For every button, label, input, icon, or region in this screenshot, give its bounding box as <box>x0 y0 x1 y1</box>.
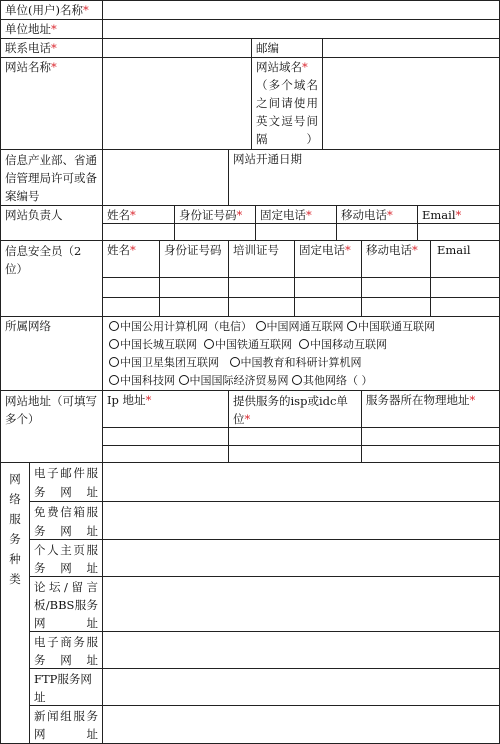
network-option-netcom[interactable]: 中国网通互联网 <box>256 320 344 333</box>
service-newsgroup-field[interactable] <box>102 705 500 744</box>
radio-icon <box>109 357 119 367</box>
required-marker: * <box>469 393 476 407</box>
network-option-mobile[interactable]: 中国移动互联网 <box>299 338 387 351</box>
mgr-mobile-input[interactable] <box>336 223 418 241</box>
network-option-telecom[interactable]: 中国公用计算机网（电信） <box>109 320 252 333</box>
mgr-id-header: 身份证号码* <box>174 205 256 224</box>
radio-icon <box>299 339 309 349</box>
sec2-id-input[interactable] <box>159 297 229 317</box>
radio-icon <box>179 375 189 385</box>
mgr-fixed-header: 固定电话* <box>255 205 337 224</box>
radio-icon <box>230 357 240 367</box>
required-marker: * <box>130 208 136 222</box>
service-types-label: 网络服务种类 <box>0 462 30 744</box>
isp-unit-input-2[interactable] <box>228 445 362 463</box>
service-bbs-field[interactable] <box>102 576 500 632</box>
network-option-greatwall[interactable]: 中国长城互联网 <box>109 338 197 351</box>
service-ecommerce-field[interactable] <box>102 631 500 669</box>
service-newsgroup-label: 新闻组服务网址 <box>29 705 103 744</box>
ip-address-input-1[interactable] <box>102 427 229 446</box>
unit-address-field[interactable] <box>102 19 500 39</box>
unit-address-label: 单位地址* <box>0 19 103 39</box>
service-bbs-label: 论坛/留言板/BBS服务网址 <box>29 576 103 632</box>
required-marker: * <box>236 208 243 222</box>
site-name-field[interactable] <box>102 57 252 150</box>
server-location-header: 服务器所在物理地址* <box>361 390 500 428</box>
network-option-ciet[interactable]: 中国国际经济贸易网 <box>179 374 289 387</box>
sec-training-header: 培训证号 <box>228 240 295 278</box>
contact-phone-field[interactable] <box>102 38 252 58</box>
open-date-field[interactable] <box>228 149 500 206</box>
sec1-name-input[interactable] <box>102 277 160 298</box>
unit-name-field[interactable] <box>102 0 500 20</box>
sec2-name-input[interactable] <box>102 297 160 317</box>
sec-fixed-header: 固定电话* <box>294 240 362 278</box>
radio-icon <box>109 375 119 385</box>
required-marker: * <box>130 243 136 257</box>
service-email-label: 电子邮件服务网址 <box>29 462 103 502</box>
sec2-mobile-input[interactable] <box>361 297 431 317</box>
sec1-mobile-input[interactable] <box>361 277 431 298</box>
network-option-cstnet[interactable]: 中国科技网 <box>109 374 175 387</box>
service-ecommerce-label: 电子商务服务网址 <box>29 631 103 669</box>
sec2-email-input[interactable] <box>430 297 500 317</box>
unit-name-label: 单位(用户)名称* <box>0 0 103 20</box>
server-location-input-1[interactable] <box>361 427 500 446</box>
service-email-field[interactable] <box>102 462 500 502</box>
network-option-other[interactable]: 其他网络（ ） <box>292 374 373 387</box>
service-freemail-field[interactable] <box>102 501 500 540</box>
required-marker: * <box>82 3 89 17</box>
site-manager-label: 网站负责人 <box>0 205 103 241</box>
required-marker: * <box>145 393 152 407</box>
license-field[interactable] <box>102 149 229 206</box>
postcode-field[interactable] <box>322 38 500 58</box>
sec2-training-input[interactable] <box>228 297 295 317</box>
sec-mobile-header: 移动电话* <box>361 240 431 278</box>
required-marker: * <box>306 208 312 222</box>
sec1-training-input[interactable] <box>228 277 295 298</box>
sec-email-header: Email <box>430 240 500 278</box>
network-option-satellite[interactable]: 中国卫星集团互联网 <box>109 356 219 369</box>
required-marker: * <box>345 243 351 257</box>
mgr-fixed-input[interactable] <box>255 223 337 241</box>
required-marker: * <box>412 243 418 257</box>
required-marker: * <box>387 208 393 222</box>
service-ftp-label: FTP服务网址 <box>29 668 103 706</box>
required-marker: * <box>244 412 251 426</box>
radio-icon <box>109 339 119 349</box>
sec1-email-input[interactable] <box>430 277 500 298</box>
service-homepage-label: 个人主页服务网址 <box>29 539 103 577</box>
required-marker: * <box>302 60 308 74</box>
sec1-id-input[interactable] <box>159 277 229 298</box>
server-location-input-2[interactable] <box>361 445 500 463</box>
mgr-name-header: 姓名* <box>102 205 175 224</box>
service-freemail-label: 免费信箱服务网址 <box>29 501 103 540</box>
network-options <box>102 316 500 391</box>
sec2-fixed-input[interactable] <box>294 297 362 317</box>
mgr-email-header: Email* <box>417 205 500 224</box>
ip-address-input-2[interactable] <box>102 445 229 463</box>
sec1-fixed-input[interactable] <box>294 277 362 298</box>
mgr-mobile-header: 移动电话* <box>336 205 418 224</box>
radio-icon <box>347 321 357 331</box>
security-officer-label: 信息安全员（2位） <box>0 240 103 317</box>
sec-name-header: 姓名* <box>102 240 160 278</box>
service-homepage-field[interactable] <box>102 539 500 577</box>
required-marker: * <box>51 41 57 55</box>
mgr-id-input[interactable] <box>174 223 256 241</box>
network-label: 所属网络 <box>0 316 103 391</box>
site-address-label: 网站地址（可填写多个） <box>0 390 103 463</box>
site-name-label: 网站名称* <box>0 57 103 150</box>
mgr-email-input[interactable] <box>417 223 500 241</box>
required-marker: * <box>51 60 57 74</box>
isp-unit-header: 提供服务的isp或idc单位* <box>228 390 362 428</box>
license-label: 信息产业部、省通信管理局许可或备案编号 <box>0 149 103 206</box>
radio-icon <box>204 339 214 349</box>
required-marker: * <box>51 22 57 36</box>
network-option-railcom[interactable]: 中国铁通互联网 <box>204 338 292 351</box>
site-domain-label: 网站域名* （多个域名之间请使用英文逗号间隔） <box>251 57 323 150</box>
network-option-unicom[interactable]: 中国联通互联网 <box>347 320 435 333</box>
domain-note: （多个域名之间请使用英文逗号间隔） <box>256 78 318 146</box>
radio-icon <box>109 321 119 331</box>
isp-unit-input-1[interactable] <box>228 427 362 446</box>
service-ftp-field[interactable] <box>102 668 500 706</box>
contact-phone-label: 联系电话* <box>0 38 103 58</box>
network-option-cernet[interactable]: 中国教育和科研计算机网 <box>230 356 362 369</box>
mgr-name-input[interactable] <box>102 223 175 241</box>
postcode-label: 邮编 <box>251 38 323 58</box>
required-marker: * <box>455 208 462 222</box>
open-date-label: 网站开通日期 <box>233 152 302 166</box>
ip-address-header: Ip 地址* <box>102 390 229 428</box>
radio-icon <box>256 321 266 331</box>
site-domain-field[interactable] <box>322 57 500 150</box>
sec-id-header: 身份证号码 <box>159 240 229 278</box>
radio-icon <box>292 375 302 385</box>
